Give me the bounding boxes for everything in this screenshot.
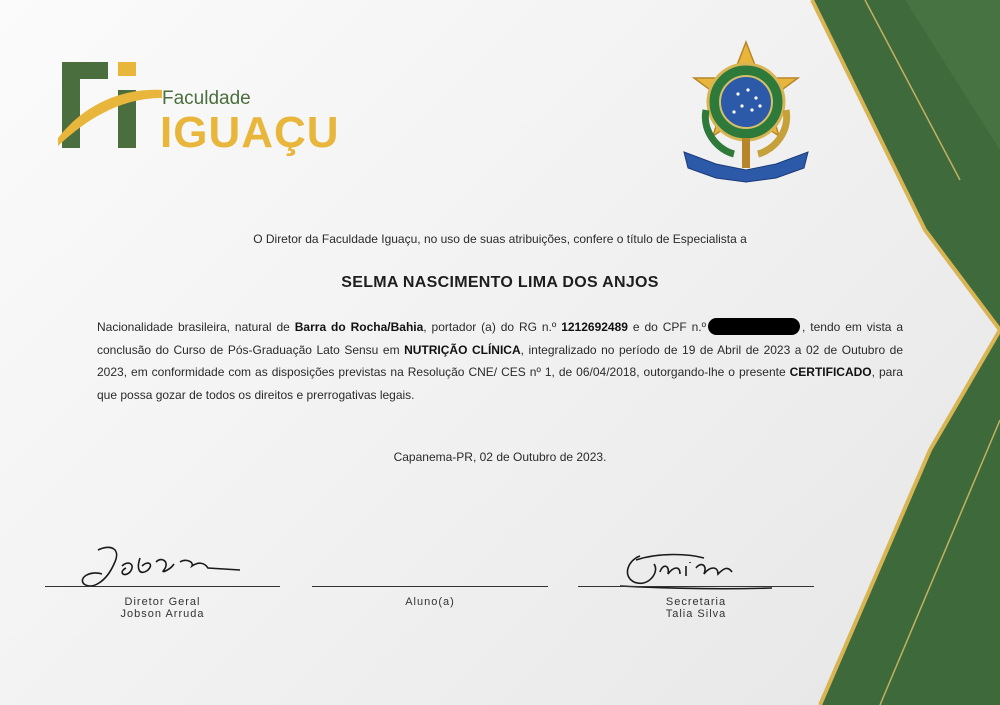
conferral-statement: O Diretor da Faculdade Iguaçu, no uso de suas atribuições, confere o título de Especialista a [253, 232, 747, 246]
body-text-1: Nacionalidade brasileira, natural de [97, 320, 295, 334]
student-role: Aluno(a) [405, 596, 455, 608]
director-signature [70, 540, 250, 600]
secretary-signature [600, 542, 800, 602]
signature-line-student [312, 586, 548, 587]
body-text-2: , portador (a) do RG n.º [423, 320, 562, 334]
signature-line-secretary [578, 586, 814, 587]
logo-text-iguacu: IGUAÇU [160, 108, 340, 157]
fi-logo-icon [58, 60, 168, 160]
director-role: Diretor Geral [124, 596, 201, 608]
signature-block-student [312, 596, 548, 608]
recipient-name: SELMA NASCIMENTO LIMA DOS ANJOS [341, 274, 659, 291]
secretary-name: Talia Silva [665, 608, 727, 620]
signature-block-director [45, 596, 280, 620]
birthplace: Barra do Rocha/Bahia [294, 320, 424, 334]
certificate-body [97, 316, 903, 406]
secretary-role: Secretaria [665, 596, 727, 608]
redacted-cpf [708, 318, 800, 335]
body-text-4: , tendo em vista a conclusão do Curso de Pós-Graduação Lato Sensu em [97, 320, 904, 357]
body-text-5: , integralizado no período de 19 de Abril de 2023 a 02 de Outubro de 2023, em conformidade com as disposições previstas na Resolução CNE/ CES nº 1, de 06/04/2018, outorgando-lhe o presente [97, 342, 904, 379]
logo-text-faculdade: Faculdade [162, 88, 251, 109]
brazil-coat-of-arms-icon [676, 40, 816, 185]
body-text-6: , para que possa gozar de todos os direitos e prerrogativas legais. [97, 365, 903, 402]
body-text-3: e do CPF n.º [627, 320, 707, 334]
course-name: NUTRIÇÃO CLÍNICA [404, 342, 521, 357]
director-name: Jobson Arruda [120, 608, 205, 620]
signature-block-secretary [578, 596, 814, 620]
rg-number: 1212692489 [561, 320, 628, 334]
place-and-date: Capanema-PR, 02 de Outubro de 2023. [393, 450, 607, 464]
signature-line-director [45, 586, 280, 587]
certificate-word: CERTIFICADO [789, 365, 872, 379]
